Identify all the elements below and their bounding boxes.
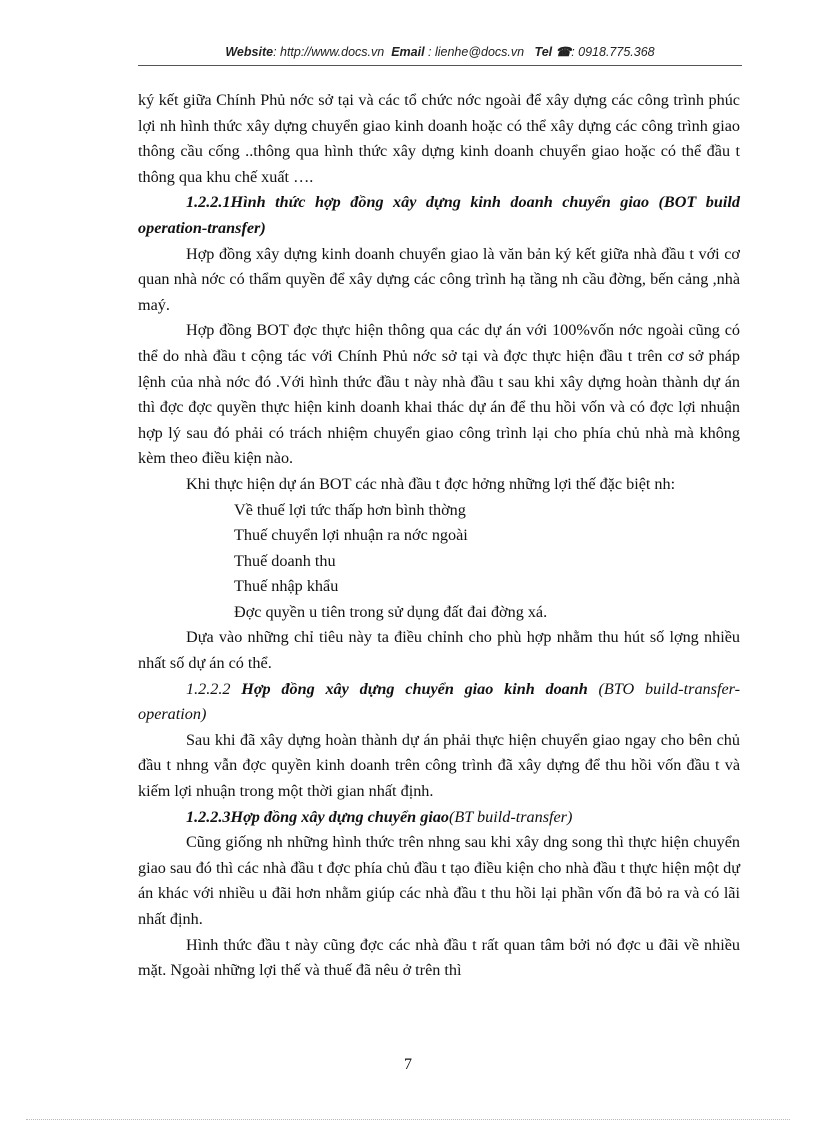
email-value: : lienhe@docs.vn: [424, 45, 525, 59]
heading-suffix: (BT build-transfer): [449, 807, 573, 826]
benefit-list: [138, 498, 740, 626]
heading-1-2-2-3: [138, 805, 740, 831]
list-item: Thuế chuyển lợi nhuận ra nớc ngoài: [234, 526, 468, 545]
tel-label: Tel: [534, 45, 553, 59]
page-header: [140, 44, 740, 59]
footer-divider: [26, 1119, 790, 1120]
website-label: Website: [225, 45, 274, 59]
heading-1-2-2-1: 1.2.2.1Hình thức hợp đồng xây dựng kinh doanh chuyển giao (BOT build operation-transfer): [138, 193, 740, 237]
list-item: Thuế nhập khẩu: [234, 577, 339, 596]
email-label: Email: [391, 45, 425, 59]
list-item: Về thuế lợi tức thấp hơn bình thờng: [234, 500, 466, 519]
paragraph-7: Cũng giống nh những hình thức trên nhng sau khi xây dng song thì thực hiện chuyển giao sau đó thì các nhà đầu t đợc phía chủ đầu t tạo điều kiện cho nhà đầu t thực hiện một dự án khác với nhiều u đãi hơn nhằm giúp các nhà đầu t thu hồi lại phần vốn đã bỏ ra và có lãi nhất định.: [138, 833, 740, 928]
paragraph-6: Sau khi đã xây dựng hoàn thành dự án phải thực hiện chuyển giao ngay cho bên chủ đầu t nhng vẫn đợc quyền kinh doanh trên công trình đã xây dựng để thu hồi vốn đầu t và kiếm lợi nhuận trong một thời gian nhất định.: [138, 730, 740, 801]
paragraph-8: Hình thức đầu t này cũng đợc các nhà đầu t rất quan tâm bởi nó đợc u đãi về nhiều mặt. Ngoài những lợi thế và thuế đã nêu ở trên thì: [138, 935, 740, 980]
document-body: [138, 88, 740, 984]
paragraph-4: Khi thực hiện dự án BOT các nhà đầu t đợc hởng những lợi thế đặc biệt nh:: [186, 474, 676, 493]
list-item: Thuế doanh thu: [234, 551, 336, 570]
heading-suffix: (BTO build-transfer-operation): [138, 679, 740, 724]
heading-number: 1.2.2.2: [186, 679, 242, 698]
website-value: : http://www.docs.vn: [273, 45, 385, 59]
page-number: 7: [404, 1056, 412, 1073]
paragraph-5: Dựa vào những chỉ tiêu này ta điều chỉnh cho phù hợp nhằm thu hút số lợng nhiều nhất số dự án có thể.: [138, 628, 740, 673]
phone-icon: ☎: [555, 45, 572, 59]
paragraph-3: Hợp đồng BOT đợc thực hiện thông qua các dự án với 100%vốn nớc ngoài cũng có thể do nhà đầu t cộng tác với Chính Phủ nớc sở tại và đợc thực hiện đầu t trên cơ sở pháp lệnh của nhà nớc đó .Với hình thức đầu t này nhà đầu t sau khi xây dựng hoàn thành dự án thì đợc đợc quyền thực hiện kinh doanh khai thác dự án để thu hồi vốn và có đợc lợi nhuận hợp lý sau đó phải có trách nhiệm chuyển giao công trình lại cho phía chủ nhà mà không kèm theo điều kiện nào.: [138, 321, 740, 468]
paragraph-1: ký kết giữa Chính Phủ nớc sở tại và các tổ chức nớc ngoài để xây dựng các công trình phúc lợi nh hình thức xây dựng chuyển giao kinh doanh hoặc có thể xây dựng các công trình giao thông cầu cống ..thông qua hình thức xây dựng kinh doanh chuyển giao hoặc có thể đầu t thông qua khu chế xuất ….: [138, 91, 740, 186]
paragraph-2: Hợp đồng xây dựng kinh doanh chuyển giao là văn bản ký kết giữa nhà đầu t với cơ quan nhà nớc có thẩm quyền để xây dựng các công trình hạ tầng nh cầu đờng, bến cảng ,nhà maý.: [138, 244, 740, 314]
heading-1-2-2-2: [138, 677, 740, 728]
list-item: Đợc quyền u tiên trong sử dụng đất đai đờng xá.: [234, 602, 548, 621]
heading-title: Hợp đồng xây dựng chuyển giao kinh doanh: [241, 679, 588, 698]
heading-title: 1.2.2.3Hợp đồng xây dựng chuyển giao: [186, 807, 450, 826]
header-divider: [138, 65, 742, 66]
tel-value: : 0918.775.368: [571, 45, 655, 59]
